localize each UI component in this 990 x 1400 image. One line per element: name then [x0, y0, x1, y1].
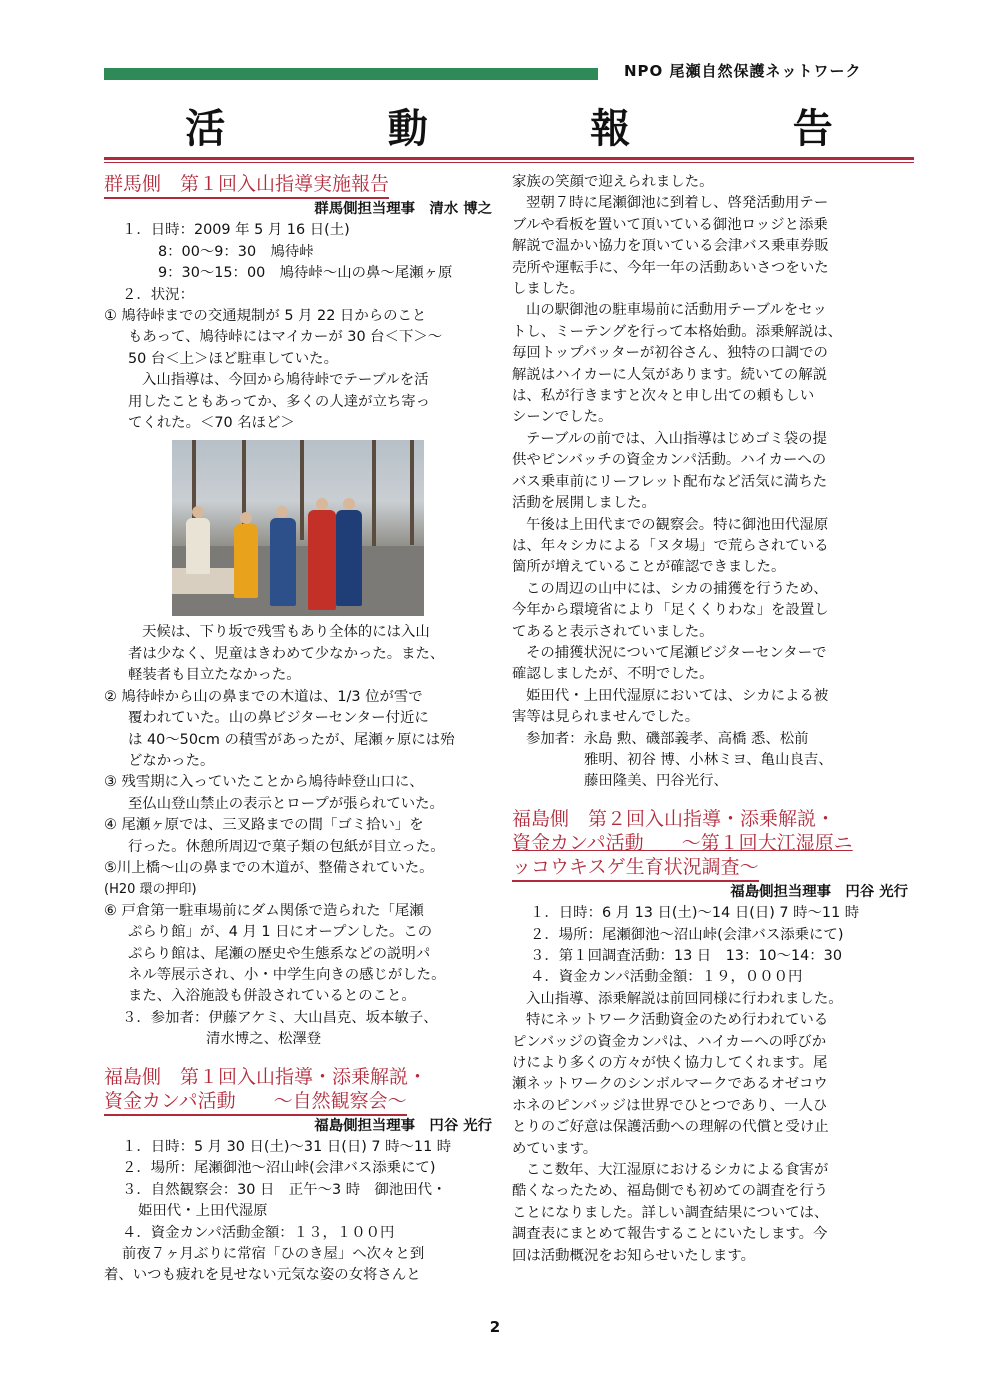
text-line: てあると表示されていました。: [512, 623, 714, 640]
text-line: しました。: [512, 281, 584, 298]
text-line: ２．場所：尾瀬御池〜沼山峠(会津バス添乗にて): [122, 1160, 436, 1177]
section-title-fukushima-2-line3: ッコウキスゲ生育状況調査〜: [512, 855, 759, 882]
text-line: ３．第１回調査活動：13 日 13：10〜14：30: [530, 948, 842, 964]
title-divider: [104, 157, 914, 160]
text-line: 前夜７ヶ月ぶりに常宿「ひのき屋」へ次々と到: [122, 1246, 425, 1263]
text-line: 姫田代・上田代湿原においては、シカによる被: [526, 687, 829, 704]
text-line: 入山指導は、今回から鳩待峠でテーブルを活: [142, 372, 429, 389]
text-line: 行った。休憩所周辺で菓子類の包紙が目立った。: [128, 838, 445, 855]
byline: 福島側担当理事 円谷 光行: [730, 883, 908, 900]
text-line: ブルや看板を置いて頂いている御池ロッジと添乗: [512, 216, 828, 233]
text-line: 覆われていた。山の鼻ビジターセンター付近に: [128, 710, 429, 727]
right-column: [512, 172, 912, 1267]
title-char: 活: [185, 105, 226, 152]
text-line: 売所や運転手に、今年一年の活動あいさつをいた: [512, 259, 829, 276]
text-line: もあって、鳩待峠にはマイカーが 30 台＜下＞〜: [128, 329, 443, 346]
title-divider-thin: [104, 162, 914, 163]
text-line: 供やピンバッチの資金カンパ活動。ハイカーへの: [512, 452, 827, 469]
text-line: 害等は見られませんでした。: [512, 709, 700, 726]
text-line: 軽装者も目立たなかった。: [128, 667, 301, 684]
text-line: １．日時：2009 年 5 月 16 日(土): [122, 222, 350, 239]
left-column: [104, 172, 496, 1287]
text-line: 毎回トップバッターが初谷さん、独特の口調での: [512, 345, 828, 362]
text-line: ぷらり館は、尾瀬の歴史や生態系などの説明パ: [128, 945, 431, 962]
text-line: とりのご好意は保護活動への理解の代償と受け止: [512, 1119, 829, 1136]
text-line: 調査表にまとめて報告することにいたします。今: [512, 1226, 828, 1243]
text-line: ④ 尾瀬ヶ原では、三叉路までの間「ゴミ拾い」を: [104, 817, 424, 834]
text-line: １．日時：5 月 30 日(土)〜31 日(日) 7 時〜11 時: [122, 1139, 452, 1155]
text-line: は、年々シカによる「ヌタ場」で荒らされている: [512, 537, 829, 554]
page-title: [104, 100, 914, 150]
section-title-fukushima-2-line2: 資金カンパ活動 〜第１回大江湿原ニ: [512, 831, 853, 854]
text-line: ぷらり館」が、4 月 1 日にオープンした。この: [128, 924, 433, 941]
activity-photo: [172, 440, 424, 616]
text-line: 瀬ネットワークのシンボルマークであるオゼコウ: [512, 1076, 828, 1093]
byline: 福島側担当理事 円谷 光行: [314, 1117, 492, 1134]
text-line: トし、ミーテングを行って本格始動。添乗解説は、: [512, 323, 842, 340]
text-line: ここ数年、大江湿原におけるシカによる食害が: [526, 1162, 829, 1179]
section-title-fukushima-1-line2: 資金カンパ活動 〜自然観察会〜: [104, 1089, 407, 1116]
text-line: 箇所が増えていることが確認できました。: [512, 559, 786, 576]
page-number: 2: [489, 1318, 501, 1336]
section-title-fukushima-2: 福島側 第２回入山指導・添乗解説・: [512, 807, 836, 830]
text-line: その捕獲状況について尾瀬ビジターセンターで: [526, 644, 827, 661]
text-line: ② 鳩待峠から山の鼻までの木道は、1/3 位が雪で: [104, 688, 423, 705]
text-line: ① 鳩待峠までの交通規制が 5 月 22 日からのこと: [104, 308, 427, 325]
title-char: 報: [590, 105, 631, 152]
text-line: ２．状況：: [122, 286, 194, 303]
text-line: (H20 環の押印): [104, 882, 197, 898]
text-line: 家族の笑顔で迎えられました。: [512, 174, 714, 190]
text-line: めています。: [512, 1140, 598, 1157]
text-line: 至仏山登山禁止の表示とロープが張られていた。: [128, 795, 444, 812]
text-line: ２．場所：尾瀬御池〜沼山峠(会津バス添乗にて): [530, 926, 844, 943]
text-line: ホネのピンバッジは世界でひとつであり、一人ひ: [512, 1097, 828, 1114]
text-line: は、私が行きますと次々と申し出ての頼もしい: [512, 388, 815, 405]
text-line: 活動を展開しました。: [512, 495, 656, 512]
text-line: 午後は上田代までの観察会。特に御池田代湿原: [526, 516, 829, 533]
text-line: 雅明、初谷 博、小林ミヨ、亀山良吉、: [584, 751, 833, 768]
text-line: 入山指導、添乗解説は前回同様に行われました。: [526, 990, 843, 1007]
text-line: 酷くなったため、福島側でも初めての調査を行う: [512, 1183, 829, 1200]
text-line: 翌朝７時に尾瀬御池に到着し、啓発活動用テー: [526, 195, 829, 212]
section-title-fukushima-1: 福島側 第１回入山指導・添乗解説・: [104, 1065, 428, 1088]
header-green-bar: [104, 68, 598, 80]
text-line: テーブルの前では、入山指導はじめゴミ袋の提: [526, 430, 827, 447]
text-line: 特にネットワーク活動資金のため行われている: [526, 1012, 829, 1029]
text-line: ネル等展示され、小・中学生向きの感じがした。: [128, 966, 446, 983]
text-line: バス乗車前にリーフレット配布など活気に満ちた: [512, 473, 828, 490]
text-line: 姫田代・上田代湿原: [138, 1203, 268, 1220]
text-line: ４．資金カンパ活動金額：１３，１００円: [122, 1224, 395, 1241]
text-line: 藤田隆美、円谷光行、: [584, 773, 728, 790]
text-line: ３．自然観察会：30 日 正午〜3 時 御池田代・: [122, 1181, 447, 1198]
section-title-gunma: 群馬側 第１回入山指導実施報告: [104, 172, 389, 199]
text-line: 解説はハイカーに人気があります。続いての解説: [512, 366, 828, 383]
text-line: ４．資金カンパ活動金額：１９，０００円: [530, 969, 803, 986]
text-line: 着、いつも疲れを見せない元気な姿の女将さんと: [104, 1267, 421, 1284]
text-line: ③ 残雪期に入っていたことから鳩待峠登山口に、: [104, 774, 424, 791]
text-line: ことになりました。詳しい調査結果については、: [512, 1204, 829, 1221]
text-line: 解説で温かい協力を頂いている会津バス乗車券販: [512, 238, 829, 255]
text-line: 回は活動概況をお知らせいたします。: [512, 1247, 756, 1264]
text-line: けにより多くの方々が快く協力してくれます。尾: [512, 1055, 828, 1072]
text-line: 50 台＜上＞ほど駐車していた。: [128, 350, 338, 367]
text-line: また、入浴施設も併設されているとのこと。: [128, 988, 416, 1005]
text-line: 天候は、下り坂で残雪もあり全体的には入山: [142, 624, 430, 641]
title-char: 告: [792, 105, 833, 152]
text-line: 8：00〜9：30 鳩待峠: [158, 243, 314, 260]
text-line: １．日時：6 月 13 日(土)〜14 日(日) 7 時〜11 時: [530, 905, 860, 922]
organization-name: NPO 尾瀬自然保護ネットワーク: [624, 62, 862, 80]
text-line: 用したこともあってか、多くの人達が立ち寄っ: [128, 393, 431, 410]
text-line: 清水博之、松澤登: [206, 1031, 322, 1048]
text-line: ⑥ 戸倉第一駐車場前にダム関係で造られた「尾瀬: [104, 902, 424, 919]
text-line: 今年から環境省により「足くくりわな」を設置し: [512, 602, 829, 619]
text-line: 確認しましたが、不明でした。: [512, 666, 714, 683]
text-line: ３．参加者：伊藤アケミ、大山昌克、坂本敏子、: [122, 1009, 438, 1026]
text-line: は 40〜50cm の積雪があったが、尾瀬ヶ原には殆: [128, 731, 455, 748]
text-line: てくれた。＜70 名ほど＞: [128, 415, 295, 432]
byline: 群馬側担当理事 清水 博之: [314, 201, 492, 217]
text-line: この周辺の山中には、シカの捕獲を行うため、: [526, 580, 828, 597]
text-line: 山の駅御池の駐車場前に活動用テーブルをセッ: [526, 302, 827, 319]
text-line: ピンバッジの資金カンパは、ハイカーへの呼びか: [512, 1033, 827, 1050]
title-char: 動: [387, 105, 428, 152]
text-line: どなかった。: [128, 752, 215, 769]
text-line: 参加者：永島 勲、磯部義孝、高橋 悉、松前: [526, 730, 809, 747]
text-line: ⑤川上橋〜山の鼻までの木道が、整備されていた。: [104, 859, 434, 876]
text-line: 9：30〜15：00 鳩待峠〜山の鼻〜尾瀬ヶ原: [158, 265, 453, 282]
text-line: 者は少なく、児童はきわめて少なかった。また、: [128, 645, 445, 662]
text-line: シーンでした。: [512, 409, 613, 426]
